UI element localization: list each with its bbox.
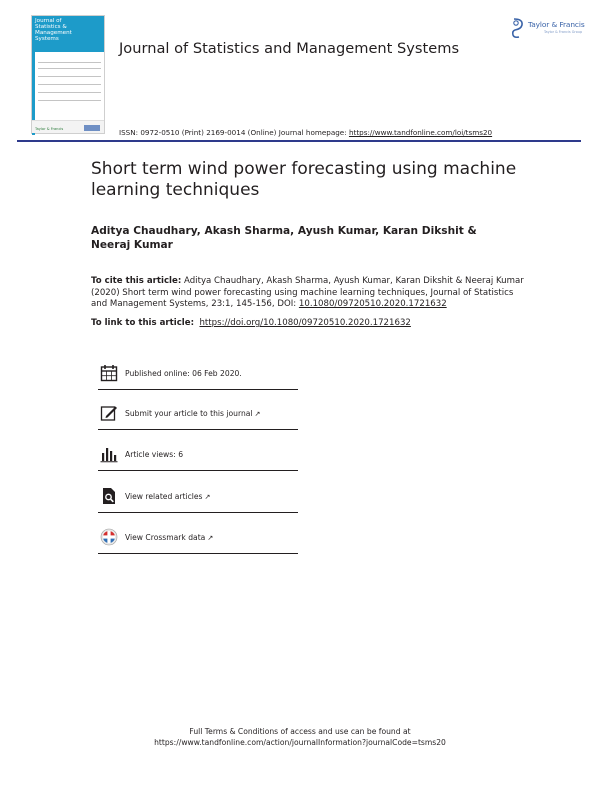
published-online-row: [98, 364, 298, 390]
publisher-logo-text: Taylor & Francis: [528, 20, 585, 29]
published-online-label: Published online: 06 Feb 2020.: [125, 369, 242, 378]
related-articles-row[interactable]: [98, 487, 298, 513]
article-title: Short term wind power forecasting using machine learning techniques: [91, 159, 517, 200]
row-divider: [98, 553, 298, 554]
submit-article-text: Submit your article to this journal: [125, 409, 253, 418]
calendar-icon: [100, 364, 118, 382]
submit-article-row[interactable]: [98, 404, 298, 430]
cover-line: [95, 84, 101, 85]
related-articles-icon: [100, 487, 118, 505]
cover-line: [38, 100, 96, 101]
crossmark-label[interactable]: [125, 533, 213, 542]
cover-line: [38, 84, 96, 85]
cover-logo: [84, 125, 100, 131]
cover-line: [95, 92, 101, 93]
row-divider: [98, 429, 298, 430]
publisher-logo-tagline: Taylor & Francis Group: [544, 30, 583, 34]
bar-chart-icon: [100, 445, 118, 463]
issn-text: ISSN: 0972-0510 (Print) 2169-0014 (Online) Journal homepage:: [119, 128, 347, 137]
terms-footer-url[interactable]: https://www.tandfonline.com/action/journalInformation?journalCode=tsms20: [154, 738, 446, 747]
journal-homepage-link[interactable]: https://www.tandfonline.com/loi/tsms20: [348, 128, 493, 137]
citation-block: [91, 276, 531, 311]
row-divider: [98, 512, 298, 513]
crossmark-row[interactable]: [98, 528, 298, 554]
submit-article-label[interactable]: [125, 409, 260, 418]
citation-doi-link[interactable]: 10.1080/09720510.2020.1721632: [298, 299, 447, 310]
publisher-logo-icon: [510, 17, 526, 39]
cover-title: Journal of Statistics & Management Systems: [35, 18, 72, 42]
article-link-label: To link to this article:: [91, 318, 195, 328]
citation-text: Aditya Chaudhary, Akash Sharma, Ayush Kumar, Karan Dikshit & Neeraj Kumar (2020) Short term wind power forecasting using machine learning techniques, Journal of Statistics and Management Systems, 23:1, 145-156, DOI:: [91, 276, 524, 310]
journal-cover-thumbnail: [31, 15, 105, 134]
citation-label: To cite this article:: [91, 276, 182, 286]
article-authors: Aditya Chaudhary, Akash Sharma, Ayush Kumar, Karan Dikshit & Neeraj Kumar: [91, 225, 477, 251]
article-views-row: [98, 445, 298, 471]
issn-line: [119, 128, 492, 137]
cover-line: [38, 76, 96, 77]
header-divider: [17, 140, 581, 142]
cover-line: [95, 100, 101, 101]
related-articles-label[interactable]: [125, 492, 210, 501]
cover-line: [38, 62, 96, 63]
cover-line: [38, 68, 96, 69]
terms-footer: [0, 726, 600, 748]
row-divider: [98, 470, 298, 471]
external-link-icon: ↗: [204, 493, 211, 501]
journal-title: Journal of Statistics and Management Systems: [119, 40, 460, 57]
cover-line: [95, 62, 101, 63]
related-articles-text: View related articles: [125, 492, 203, 501]
crossmark-icon: [100, 528, 118, 546]
external-link-icon: ↗: [254, 410, 261, 418]
cover-line: [95, 76, 101, 77]
edit-icon: [100, 404, 118, 422]
cover-line: [38, 92, 96, 93]
publisher-logo[interactable]: [510, 17, 585, 43]
row-divider: [98, 389, 298, 390]
crossmark-text: View Crossmark data: [125, 533, 206, 542]
article-doi-url-link[interactable]: https://doi.org/10.1080/09720510.2020.1721632: [199, 318, 411, 328]
cover-publisher: Taylor & Francis: [35, 127, 64, 131]
cover-footer: [32, 120, 104, 133]
terms-footer-text: Full Terms & Conditions of access and use can be found at: [189, 727, 411, 736]
cover-line: [95, 68, 101, 69]
article-link-block: [91, 318, 411, 328]
article-views-label: Article views: 6: [125, 450, 184, 459]
external-link-icon: ↗: [207, 534, 214, 542]
